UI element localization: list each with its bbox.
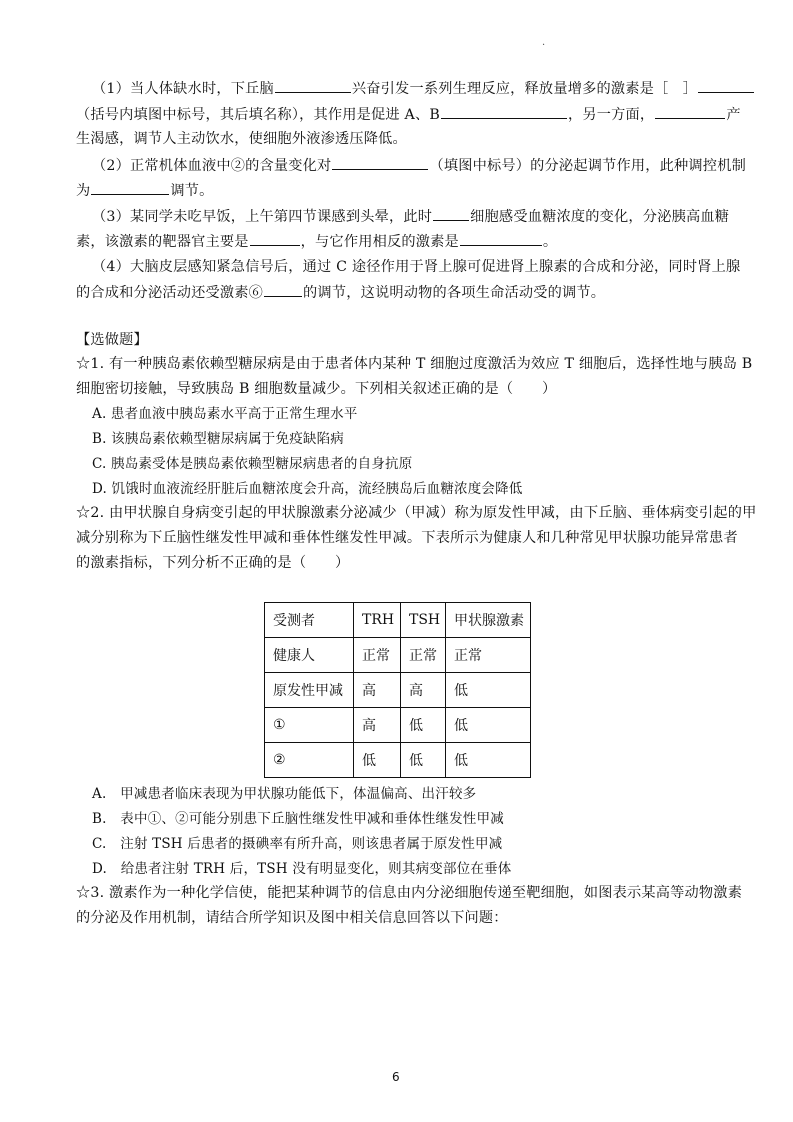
q1-option-d: D. 饥饿时血液流经肝脏后血糖浓度会升高，流经胰岛后血糖浓度会降低 [92,481,523,497]
q-part1-text: 产 [726,107,741,123]
q-part1-text: （括号内填图中标号，其后填名称），其作用是促进 A、B [76,107,440,123]
answer-blank[interactable] [698,78,754,93]
table-cell: 低 [354,743,401,778]
answer-blank[interactable] [332,155,428,170]
q1-line2: 细胞密切接触，导致胰岛 B 细胞数量减少。下列相关叙述正确的是（ ） [76,381,557,397]
table-cell: 健康人 [265,638,354,673]
q2-option-d: D. 给患者注射 TRH 后，TSH 没有明显变化，则其病变部位在垂体 [92,861,512,877]
table-header-cell: 甲状腺激素 [446,603,531,638]
table-cell: 高 [354,673,401,708]
q-part1-line7 [76,231,726,252]
answer-blank[interactable] [460,231,542,246]
q2-option-b: B. 表中①、②可能分别患下丘脑性继发性甲减和垂体性继发性甲减 [92,811,504,827]
q2-option-c: C. 注射 TSH 后患者的摄碘率有所升高，则该患者属于原发性甲减 [92,836,503,852]
q-part1-text: 调节。 [170,183,214,199]
q-part1-line5 [76,180,726,201]
answer-blank[interactable] [275,78,351,93]
answer-blank[interactable] [264,282,302,297]
answer-blank[interactable] [250,231,300,246]
header-mark: · [542,40,546,51]
q-part1-text: 素，该激素的靶器官主要是 [76,234,249,250]
answer-blank[interactable] [91,180,169,195]
hormone-table [264,602,531,778]
table-cell: 低 [446,708,531,743]
q-part1-text: 为 [76,183,91,199]
q1-option-b: B. 该胰岛素依赖型糖尿病属于免疫缺陷病 [92,431,345,447]
table-cell: 正常 [354,638,401,673]
q-part1-text: 细胞感受血糖浓度的变化，分泌胰高血糖 [470,209,730,225]
q-part1-text: 兴奋引发一系列生理反应，释放量增多的激素是［ ］ [351,81,698,97]
table-cell: 高 [354,708,401,743]
table-cell: 低 [401,743,446,778]
table-row [265,673,531,708]
table-header-cell: 受测者 [265,603,354,638]
q1-option-a: A. 患者血液中胰岛素水平高于正常生理水平 [92,406,358,422]
q-part1-text: 。 [542,234,558,250]
answer-blank[interactable] [433,206,469,221]
q-part1-line4 [92,155,746,176]
answer-blank[interactable] [441,104,567,119]
q-part1-text: ，另一方面， [567,107,655,123]
q-part1-text: （2）正常机体血液中②的含量变化对 [92,158,332,174]
table-row [265,743,531,778]
q-part1-text: （1）当人体缺水时，下丘脑 [92,81,274,97]
q-part1-line2 [76,104,741,125]
q-part1-text: 的调节，这说明动物的各项生命活动受的调节。 [303,285,606,301]
page-number: 6 [392,1070,400,1084]
table-cell: 正常 [446,638,531,673]
table-cell: 低 [446,673,531,708]
q2-line3: 的激素指标，下列分析不正确的是（ ） [76,555,350,571]
table-cell: ① [265,708,354,743]
q1-line1: ☆1. 有一种胰岛素依赖型糖尿病是由于患者体内某种 T 细胞过度激活为效应 T 细胞后，选择性地与胰岛 B [76,356,753,372]
q-part1-line6 [92,206,728,227]
q3-line2: 的分泌及作用机制，请结合所学知识及图中相关信息回答以下问题： [76,910,508,926]
q2-line1: ☆2. 由甲状腺自身病变引起的甲状腺激素分泌减少（甲减）称为原发性甲减，由下丘脑、垂体病变引起的甲 [76,505,757,521]
q-part1-line9 [76,282,726,303]
table-cell: 低 [401,708,446,743]
q-part1-text: （填图中标号）的分泌起调节作用，此种调控机制 [429,158,746,174]
table-cell: 高 [401,673,446,708]
q-part1-text: （3）某同学未吃早饭，上午第四节课感到头晕，此时 [92,209,433,225]
q2-line2: 减分别称为下丘脑性继发性甲减和垂体性继发性甲减。下表所示为健康人和几种常见甲状腺功能异常患者 [76,530,738,546]
answer-blank[interactable] [655,104,725,119]
table-row [265,638,531,673]
q-part1-text: 的合成和分泌活动还受激素⑥ [76,285,264,301]
section-title: 【选做题】 [76,332,148,348]
table-cell: 原发性甲减 [265,673,354,708]
table-header-cell: TSH [401,603,446,638]
table-cell: ② [265,743,354,778]
table-cell: 正常 [401,638,446,673]
table-header-row [265,603,531,638]
table-cell: 低 [446,743,531,778]
q2-option-a: A. 甲减患者临床表现为甲状腺功能低下，体温偏高、出汗较多 [92,786,477,802]
q3-line1: ☆3. 激素作为一种化学信使，能把某种调节的信息由内分泌细胞传递至靶细胞，如图表示某高等动物激素 [76,885,743,901]
table-row [265,708,531,743]
q-part1-line1 [92,78,728,99]
q-part1-line3: 生渴感，调节人主动饮水，使细胞外液渗透压降低。 [76,131,407,147]
q1-option-c: C. 胰岛素受体是胰岛素依赖型糖尿病患者的自身抗原 [92,456,413,472]
q-part1-line8: （4）大脑皮层感知紧急信号后，通过 C 途径作用于肾上腺可促进肾上腺素的合成和分泌，同时肾上腺 [92,259,741,275]
table-header-cell: TRH [354,603,401,638]
q-part1-text: ，与它作用相反的激素是 [300,234,459,250]
